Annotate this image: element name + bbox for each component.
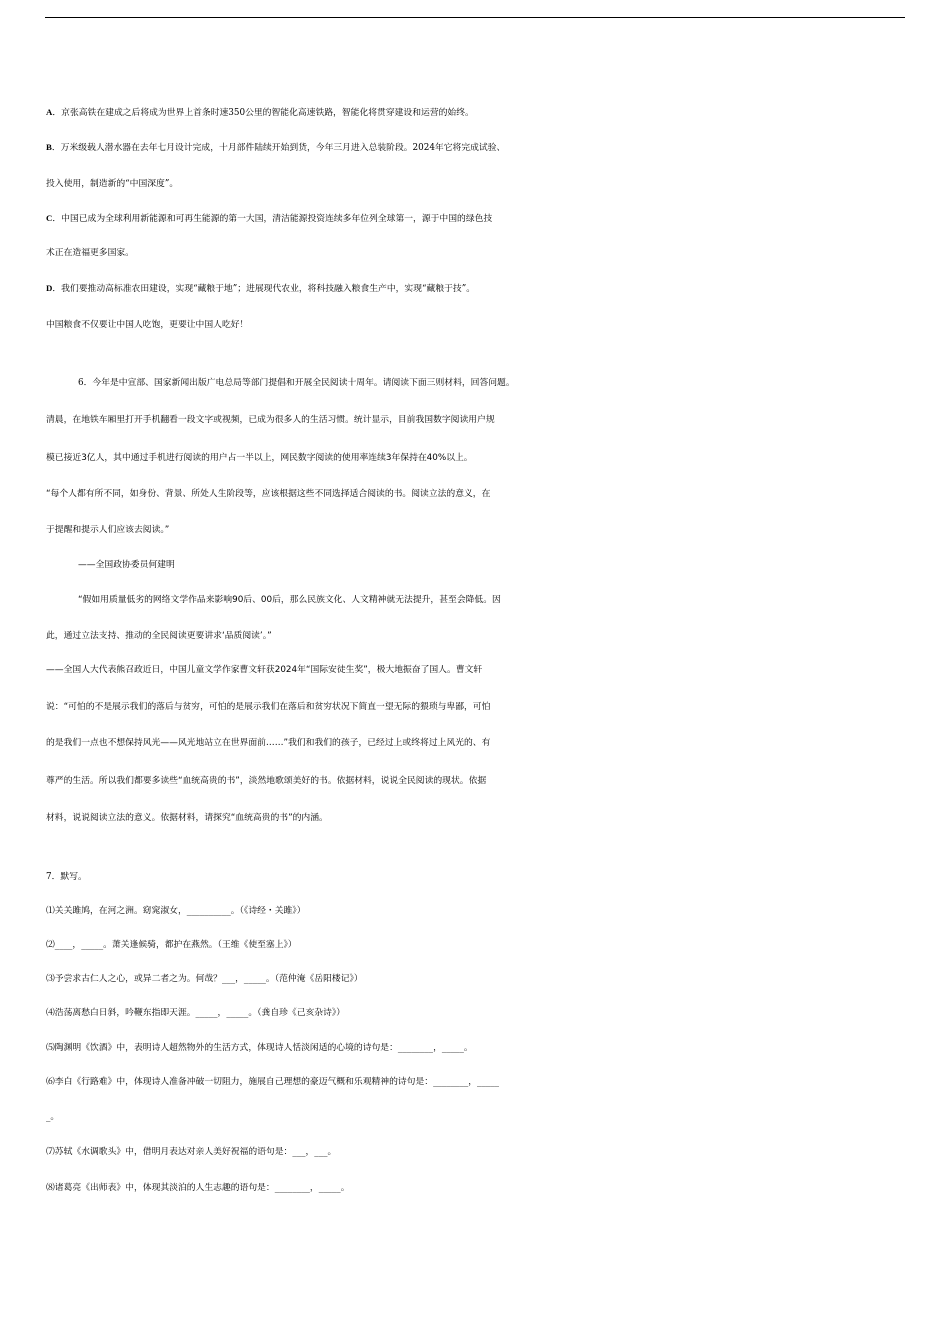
q7-item: ⑶予尝求古仁人之心，或异二者之为。何哉？___，_____。（范仲淹《岳阳楼记》） [46, 974, 363, 984]
q6-line: 的是我们一点也不想保持风光——风光地站立在世界面前……”我们和我们的孩子，已经过上或终将过上风光的、有 [46, 738, 491, 748]
option-label: C [46, 213, 53, 223]
q6-line: 说：“可怕的不是展示我们的落后与贫穷，可怕的是展示我们在落后和贫穷状况下简直一望无际的猥琐与卑鄙，可怕 [46, 702, 491, 712]
q6-line: 材料，说说阅读立法的意义。依据材料，请探究“血统高贵的书”的内涵。 [46, 813, 328, 823]
q6-line: 于提醒和提示人们应该去阅读。” [46, 525, 170, 535]
q7-item: ⑷浩荡离愁白日斜，吟鞭东指即天涯。_____，_____。（龚自珍《己亥杂诗》） [46, 1008, 346, 1018]
option-d [46, 278, 908, 299]
option-text: ．我们要推动高标准农田建设，实现“藏粮于地”；进展现代农业，将科技融入粮食生产中，实现“藏粮于技”。 [52, 284, 476, 294]
q7-item: ⑵____，_____。萧关逢候骑，都护在燕然。（王维《使至塞上》） [46, 940, 297, 950]
option-b [46, 137, 908, 158]
q6-line: “每个人都有所不同，如身份、背景、所处人生阶段等，应该根据这些不同选择适合阅读的书。阅读立法的意义，在 [46, 489, 491, 499]
option-text: ．京张高铁在建成之后将成为世界上首条时速350公里的智能化高速铁路，智能化将贯穿建设和运营的始终。 [52, 108, 474, 118]
option-d-cont: 中国粮食不仅要让中国人吃饱，更要让中国人吃好！ [46, 320, 249, 330]
option-label: D [46, 283, 53, 293]
option-c [46, 208, 908, 229]
q6-line: 清晨，在地铁车厢里打开手机翻看一段文字或视频，已成为很多人的生活习惯。统计显示，目前我国数字阅读用户规 [46, 415, 495, 425]
q7-item-cont: _。 [46, 1112, 60, 1122]
q6-line: 尊严的生活。所以我们都要多读些“血统高贵的书”，淡然地歌颂美好的书。依据材料，说说全民阅读的现状。依据 [46, 776, 487, 786]
q6-line: 此，通过立法支持、推动的全民阅读更要讲求‘品质阅读’。” [46, 631, 272, 641]
option-label: B [46, 142, 52, 152]
q7-item: ⑺苏轼《水调歌头》中，借明月表达对亲人美好祝福的语句是：___，___。 [46, 1147, 337, 1157]
q6-intro: 6．今年是中宣部、国家新闻出版广电总局等部门提倡和开展全民阅读十周年。请阅读下面三则材料，回答问题。 [78, 378, 515, 388]
option-b-cont: 投入使用，制造新的“中国深度”。 [46, 179, 179, 189]
header-rule [45, 17, 905, 18]
q6-line: “假如用质量低劣的网络文学作品来影响90后、00后，那么民族文化、人文精神就无法提升，甚至会降低。因 [78, 595, 501, 605]
q7-item: ⑻诸葛亮《出师表》中，体现其淡泊的人生志趣的语句是：________，_____。 [46, 1183, 350, 1193]
q7-item: ⑴关关雎鸠，在河之洲。窈窕淑女，__________。（《诗经・关雎》） [46, 906, 306, 916]
option-text: ．万米级载人潜水器在去年七月设计完成，十月部件陆续开始到货，今年三月进入总装阶段。2024年它将完成试验、 [51, 143, 506, 153]
option-a [46, 102, 908, 123]
q6-line: 模已接近3亿人，其中通过手机进行阅读的用户占一半以上，网民数字阅读的使用率连续3年保持在40%以上。 [46, 453, 473, 463]
q7-item: ⑹李白《行路难》中，体现诗人准备冲破一切阻力，施展自己理想的豪迈气概和乐观精神的诗句是：________，_____ [46, 1077, 500, 1087]
q7-title: 7．默写。 [46, 872, 87, 882]
option-c-cont: 术正在造福更多国家。 [46, 248, 134, 258]
q6-attribution: ——全国政协委员何建明 [78, 560, 175, 570]
q6-line: ——全国人大代表熊召政近日，中国儿童文学作家曹文轩获2024年“国际安徒生奖”，极大地振奋了国人。曹文轩 [46, 665, 483, 675]
option-label: A [46, 107, 53, 117]
q7-item: ⑸陶渊明《饮酒》中，表明诗人超然物外的生活方式，体现诗人恬淡闲适的心境的诗句是：________，_____。 [46, 1043, 473, 1053]
option-text: ．中国已成为全球利用新能源和可再生能源的第一大国，清洁能源投资连续多年位列全球第一，源于中国的绿色技 [52, 214, 493, 224]
